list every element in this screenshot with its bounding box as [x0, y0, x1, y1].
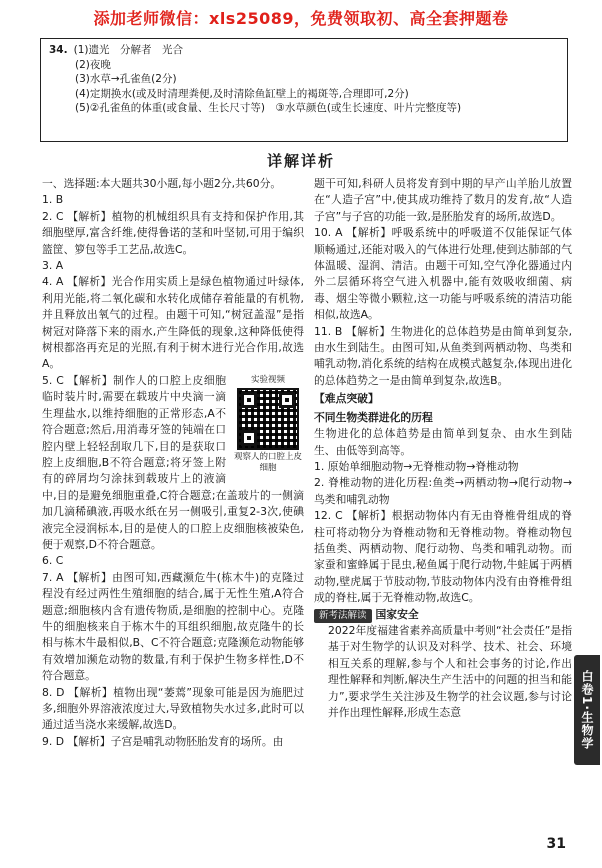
- answer-line: (3)水草→孔雀鱼(2分): [75, 73, 177, 86]
- question-number: 34.: [49, 44, 68, 56]
- difficulty-tag: 【难点突破】: [314, 392, 379, 406]
- page-number: 31: [546, 836, 566, 852]
- answer-line: 34. (1)遗光 分解者 光合: [49, 44, 183, 56]
- note-title: 不同生物类群进化的历程: [314, 410, 433, 424]
- answer-2: 2. C 【解析】植物的机械组织具有支持和保护作用,其细胞壁厚,富含纤维,使得鲁诺的茎和叶坚韧,可用于编织篮筐、箩包等手工艺品,故选C。: [42, 209, 304, 256]
- news-text: 2022年度福建省素养高质量中考则“社会责任”是指基于对生物学的认识及对科学、技术、社会、环境相互关系的理解,参与个人和社会事务的讨论,作出理性解释和判断,解决生产生活中的问题的担当和能力”,要求学生关注涉及生物学的社会议题,参与讨论并作出理性解释,形成生态意: [328, 623, 572, 719]
- qr-code-icon[interactable]: [237, 388, 299, 450]
- answer-box: [40, 38, 568, 142]
- promo-banner: 添加老师微信：xls25089，免费领取初、高全套押题卷: [93, 9, 509, 28]
- answer-10: 10. A 【解析】呼吸系统中的呼吸道不仅能保证气体顺畅通过,还能对吸入的气体进行处理,使到达肺部的气体温暖、湿润、清洁。由题干可知,空气净化器通过内外二层循环将空气进入机器中,能有效吸收细菌、病毒、烟尘等微小颗粒,这一功能与呼吸系统的清洁功能相似,故选A。: [314, 226, 572, 322]
- answer-11: 11. B 【解析】生物进化的总体趋势是由简单到复杂,由水生到陆生。由图可知,从鱼类到两栖动物、鸟类和哺乳动物,消化系统的结构在成模式越复杂,体现出进化的总体趋势之一是由简单到复杂,故选B。: [314, 324, 572, 387]
- section-title: 详解详析: [266, 152, 335, 170]
- answer-12: 12. C 【解析】根据动物体内有无由脊椎骨组成的脊柱可将动物分为脊椎动物和无脊椎动物。脊椎动物包括鱼类、两栖动物、爬行动物、鸟类和哺乳动物。而家蚕和蜜蜂属于昆虫,秘鱼属于爬行动物,牛蛙属于两栖动物,壁虎属于节肢动物,节肢动物体内没有由脊椎骨组成的脊柱,属于无脊椎动物,故选C。: [314, 509, 572, 605]
- answer-8: 8. D 【解析】植物出现“萎蔫”现象可能是因为施肥过多,细胞外界溶液浓度过大,导致植物失水过多,此时可以通过适当浇水来缓解,故选D。: [42, 685, 304, 732]
- qr-title: 实验视频: [250, 374, 285, 385]
- answer-1: 1. B: [42, 193, 64, 207]
- answer-9-cont: 题干可知,科研人员将发育到中期的早产山羊胎儿放置在“人造子宫”中,使其成功维持了数月的发育,故“人造子宫”与子宫的功能一致,是胚胎发育的场所,故选D。: [314, 177, 572, 223]
- left-column: [42, 176, 304, 750]
- qr-caption: 观察人的口腔上皮细胞: [233, 451, 302, 473]
- answer-line: (2)夜晚: [75, 58, 111, 71]
- answer-9: 9. D 【解析】子宫是哺乳动物胚胎发育的场所。由: [42, 734, 284, 748]
- side-tab: 白卷1·生物学: [574, 655, 600, 765]
- note-line: 2. 脊椎动物的进化历程:鱼类→两栖动物→爬行动物→鸟类和哺乳动物: [314, 476, 572, 506]
- new-method-header: [314, 607, 572, 623]
- answer-line: (4)定期换水(或及时清理粪便,及时清除鱼缸壁上的褐斑等,合理即可,2分): [75, 87, 409, 100]
- video-qr-block[interactable]: [232, 375, 304, 474]
- answer-5: 5. C 【解析】制作人的口腔上皮细胞临时装片时,需要在载玻片中央滴一滴生理盐水,以维持细胞的正常形态,A不符合题意;然后,用消毒牙签的钝端在口腔内壁上轻轻刮取几下,目的是获取口腔上皮细胞,B不符合题意;将牙签上附有的碎屑均匀涂抹到载玻片上的液滴中,目的是避免细胞重叠,C符合题意;在盖玻片的一侧滴加几滴稀碘液,再吸水纸在另一侧吸引,重复2-3次,使碘液完全浸润标本,目的是使人的口腔上皮细胞核被染色,便于观察,D不符合题意。: [42, 373, 304, 551]
- answer-6: 6. C: [42, 554, 64, 568]
- answer-3: 3. A: [42, 259, 64, 273]
- note-line: 生物进化的总体趋势是由简单到复杂、由水生到陆生、由低等到高等。: [314, 427, 572, 457]
- answer-7: 7. A 【解析】由图可知,西藏濒危牛(栋木牛)的克隆过程没有经过两性生殖细胞的结合,属于无性生殖,A符合题意;细胞核内含有遗传物质,是细胞的控制中心。克隆牛的细胞核来自于栋木牛的耳组织细胞,故克隆牛的长相与栋木牛最相似,B、C不符合题意;克隆濒危动物能够有效增加濒危动物的数量,有利于保护生物多样性,D不符合题意。: [42, 570, 304, 683]
- answer-4: 4. A 【解析】光合作用实质上是绿色植物通过叶绿体,利用光能,将二氧化碳和水转化成储存着能量的有机物,并且释放出氧气的过程。由题干可知,“树冠盖湿”是指树冠对降落下来的雨水,产生降低的现象,这种降低使得树根都洛再充足的光照,有利于树木进行光合作用,故选A。: [42, 275, 304, 371]
- new-method-badge: 新考法解读: [314, 609, 372, 623]
- right-column: [314, 176, 572, 721]
- news-label: 国家安全: [375, 607, 419, 621]
- answer-line: (5)②孔雀鱼的体重(或食量、生长尺寸等) ③水草颜色(或生长速度、叶片完整度等): [75, 102, 462, 115]
- note-line: 1. 原始单细胞动物→无脊椎动物→脊椎动物: [314, 459, 519, 473]
- intro: 一、选择题:本大题共30小题,每小题2分,共60分。: [42, 177, 282, 190]
